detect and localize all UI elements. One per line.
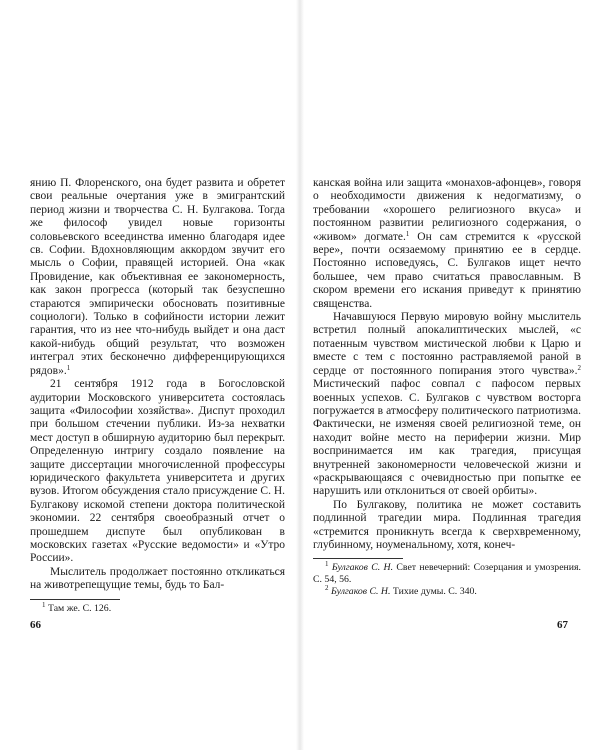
footnote-rule: [313, 558, 403, 559]
left-page: [30, 177, 285, 615]
left-paragraph-2: 21 сентября 1912 года в Богословской аудитории Московского университета состоялась защита «Философии хозяйства». Диспут проходил при большом стечении публики. Из-за нехватки мест доступ в обширную аудиторию был перекрыт. Определенную интригу создало появление на защите диссертации многочисленной профессуры юридического факультета университета и других вузов. Итогом обсуждения стало присуждение С. Н. Булгакову искомой степени доктора политической экономии. 22 сентября своеобразный отчет о прошедшем диспуте был опубликован в московских газетах «Русские ведомости» и «Утро России».: [30, 378, 285, 565]
right-paragraph-1: канская война или защита «монахов-афонцев», говоря о необходимости движения к недогматизму, о требовании «хорошего религиозного вкуса» и постоянном развитии религиозного содержания, о «живом» догмате.$^1$ Он сам стремится к «русской вере», почти осязаемому принятию ее в сердце. Постоянно исповедуясь, С. Булгаков ищет нечто большее, чем право считаться православным. В скором времени его искания приведут к принятию священства.: [313, 177, 582, 310]
footnote-marker: 1: [405, 229, 410, 238]
right-paragraph-2: Начавшуюся Первую мировую войну мыслитель встретил полный апокалиптических мыслей, «с потаенным чувством мистической любви к Царю и вместе с тем с постоянно растравляемой раной в сердце от постоянного попирания этого чувства».$^2$ Мистический пафос совпал с пафосом первых военных успехов. С. Булгаков с чувством восторга погружается в атмосферу политического патриотизма. Фактически, не изменяя своей религиозной теме, он находит войне место на периферии жизни. Мир воспринимается им как трагедия, присущая внутренней закономерности человеческой жизни и «раскрывающаяся с очевидностью при попытке ее нарушить или отклониться от своей орбиты».: [313, 311, 581, 498]
page-number-right: 67: [557, 619, 568, 631]
right-footnote-1: $^1$ Булгаков С. Н. Свет невечерний: Созерцания и умозрения. С. 54, 56.: [313, 560, 581, 586]
left-paragraph-3: Мыслитель продолжает постоянно откликаться на животрепещущие темы, будь то Бал-: [30, 565, 285, 592]
right-paragraph-3: По Булгакову, политика не может составить подлинной трагедии мира. Подлинная трагедия «стремится проникнуть всегда к сверхвременному, глубинному, ноуменальному, хотя, конеч-: [313, 498, 581, 551]
left-footnote-1: $^1$ Там же. С. 126.: [42, 600, 112, 614]
footnote-marker: 1: [66, 363, 71, 372]
left-paragraph-1: янию П. Флоренского, она будет развита и обретет свои реальные очертания уже в эмигрантский период жизни и творчества С. Н. Булгакова. Тогда же философ увидел новые горизонты соловьевского всеединства именно благодаря идее св. Софии. Вдохновляющим аккордом звучит его мысль о Софии, правящей историей. Она «как Провидение, как объективная ее закономерность, как закон прогресса (который так безуспешно стараются эмпирически обосновать позитивные социологи). Только в софийности истории лежит гарантия, что из нее что-нибудь выйдет и она даст какой-нибудь общий результат, что возможен интеграл этих бесконечно дифференцирующихся рядов».$^1$: [30, 177, 285, 377]
page-number-left: 66: [30, 619, 41, 631]
right-page: [313, 177, 581, 598]
right-footnote-2: $^2$ Булгаков С. Н. Тихие думы. С. 340.: [325, 584, 477, 598]
footnote-marker: 2: [577, 363, 581, 372]
footnote-rule: [30, 599, 120, 600]
book-gutter: [296, 0, 304, 750]
